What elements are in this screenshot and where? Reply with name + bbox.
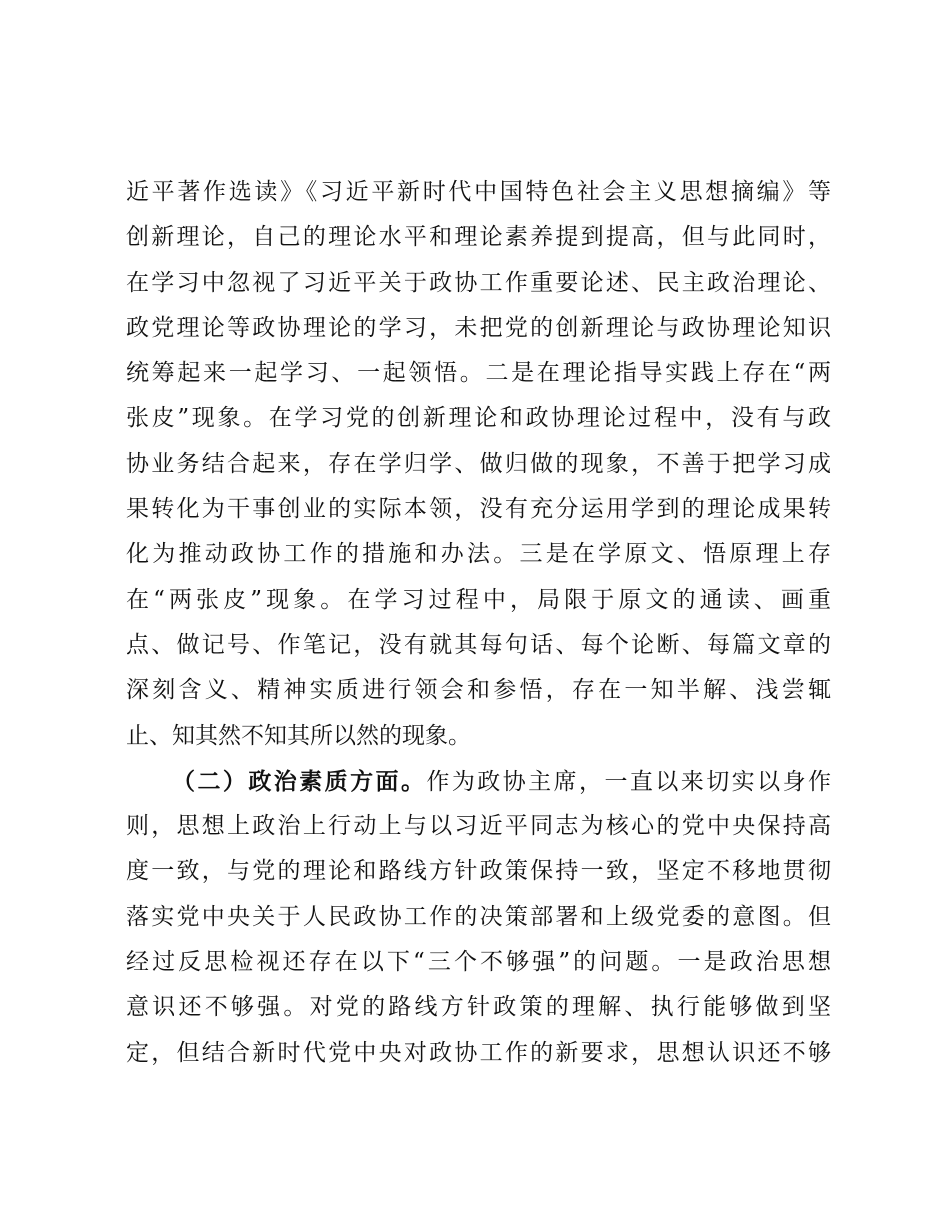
text-line: 在学习中忽视了习近平关于政协工作重要论述、民主政治理论、 (126, 269, 831, 296)
body-text (126, 170, 831, 1076)
text-line: 创新理论，自己的理论水平和理论素养提到提高，但与此同时， (126, 224, 831, 251)
text-line: 点、做记号、作笔记，没有就其每句话、每个论断、每篇文章的 (126, 631, 831, 658)
text-line: 深刻含义、精神实质进行领会和参悟，存在一知半解、浅尝辄 (126, 677, 831, 704)
text-line: 定，但结合新时代党中央对政协工作的新要求，思想认识还不够 (126, 1039, 831, 1066)
section-heading: （二）政治素质方面。 (172, 767, 427, 795)
text-line: 近平著作选读》《习近平新时代中国特色社会主义思想摘编》等 (126, 179, 831, 205)
text-line: 在“两张皮”现象。在学习过程中，局限于原文的通读、画重 (126, 586, 831, 613)
text-line: 则，思想上政治上行动上与以习近平同志为核心的党中央保持高 (126, 813, 831, 840)
paragraph-theory-study (126, 170, 831, 759)
text-line: 统筹起来一起学习、一起领悟。二是在理论指导实践上存在“两 (126, 360, 831, 387)
text-line: 止、知其然不知其所以然的现象。 (126, 722, 471, 749)
text-line: 意识还不够强。对党的路线方针政策的理解、执行能够做到坚 (126, 994, 831, 1021)
text-line: 化为推动政协工作的措施和办法。三是在学原文、悟原理上存 (126, 541, 831, 568)
paragraph-political-quality (126, 759, 831, 1076)
text-run: 作为政协主席，一直以来切实以身作 (426, 768, 831, 795)
text-line: 张皮”现象。在学习党的创新理论和政协理论过程中，没有与政 (126, 405, 831, 432)
text-line: 政党理论等政协理论的学习，未把党的创新理论与政协理论知识 (126, 314, 831, 341)
paragraph-first-line (126, 759, 831, 804)
text-line: 经过反思检视还存在以下“三个不够强”的问题。一是政治思想 (126, 949, 831, 976)
text-line: 果转化为干事创业的实际本领，没有充分运用学到的理论成果转 (126, 496, 831, 523)
text-line: 度一致，与党的理论和路线方针政策保持一致，坚定不移地贯彻 (126, 858, 831, 885)
text-line: 协业务结合起来，存在学归学、做归做的现象，不善于把学习成 (126, 450, 831, 477)
text-line: 落实党中央关于人民政协工作的决策部署和上级党委的意图。但 (126, 903, 831, 930)
